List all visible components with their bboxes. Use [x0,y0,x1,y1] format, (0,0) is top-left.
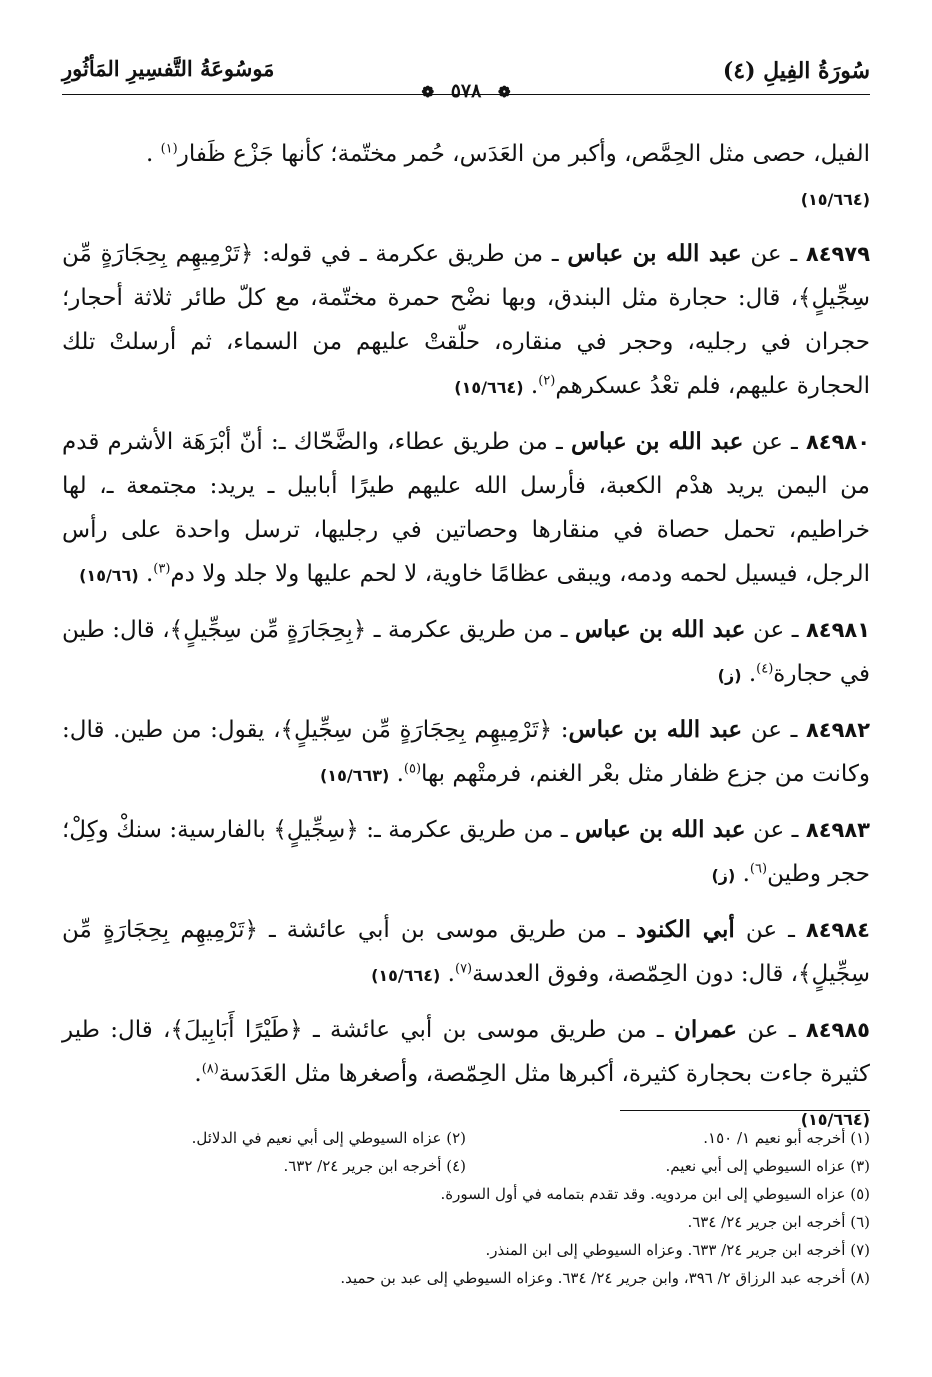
entry-reference: (١٥/٦٦٤) [800,190,870,209]
footnotes [62,1124,870,1292]
entry-number: ٨٤٩٨١ [805,618,871,642]
ornament-right-icon: ❁ [497,83,511,101]
ornament-left-icon: ❁ [421,83,435,101]
entry-number: ٨٤٩٨٠ [805,430,871,454]
footnote-marker: (٣) [153,561,171,577]
footnote-row [62,1264,870,1292]
footnote-marker: (٥) [403,761,422,777]
narrator-name: عبد الله بن عباس [567,240,742,267]
entry-number: ٨٤٩٧٩ [805,242,871,266]
entry-reference: (١٥/٦٦) [79,566,139,585]
entry-number: ٨٤٩٨٤ [805,918,870,942]
entry-84980: ٨٤٩٨٠ ـ عن عبد الله بن عباس ـ من طريق عطاء، والضَّحّاك ـ: أنّ أبْرَهَة الأشرم قدم من اليمن يريد هدْم الكعبة، فأرسل الله عليهم طيرًا أبابيل ـ يريد: مجتمعة ـ، لها خراطيم، تحمل حصاة في منقارها وحصاتين في رجليها، ترسل واحدة على رأس الرجل، فيسيل لحمه ودمه، ويبقى عظامًا خاوية، لا لحم عليها ولا جلد ولا دم$^{(٣)}$. (١٥/٦٦) [62,428,871,587]
footnote-marker: (٢) [538,373,556,389]
footnote-marker: (٨) [201,1061,219,1077]
entry-number: ٨٤٩٨٢ [805,718,871,742]
footnote-3: (٣) عزاه السيوطي إلى أبي نعيم. [665,1157,870,1175]
entry-reference: (ز) [711,866,736,885]
surah-title: سُورَةُ الفِيلِ (٤) [722,58,870,84]
page-number: ٥٧٨ [443,80,490,102]
entry-text: الفيل، حصى مثل الحِمَّص، وأكبر من العَدَس، حُمر مختّمة؛ كأنها جَزْع ظَفار [177,141,870,167]
narrator-name: أبي الكنود [635,916,735,943]
book-title: مَوسُوعَةُ التَّفسِيرِ المَأثُورِ [62,56,275,81]
entry-prefix: ـ عن [752,817,799,843]
entry-text: ـ من طريق عكرمة ـ: ﴿سِجِّيلٍ﴾ بالفارسية: سنكْ وكِلْ؛ حجر وطين [62,817,870,887]
entry-84979: ٨٤٩٧٩ ـ عن عبد الله بن عباس ـ من طريق عكرمة ـ في قوله: ﴿تَرْمِيهِم بِحِجَارَةٍ مِّن سِجِّيلٍ﴾، قال: حجارة مثل البندق، وبها نضْح حمرة مختّمة، مع كلّ طائر ثلاثة أحجار؛ حجران في رجليه، وحجر في منقاره، حلّقتْ عليهم من السماء، ثم أرسلتْ تلك الحجارة عليهم، فلم تعْدُ عسكرهم$^{(٢)}$. (١٥/٦٦٤) [62,240,871,399]
narrator-name: عبد الله بن عباس [568,716,743,743]
entry-reference: (١٥/٦٦٤) [371,966,441,985]
entry-reference: (١٥/٦٦٤) [454,378,524,397]
entry-text: ـ من طريق عطاء، والضَّحّاك ـ: أنّ أبْرَهَة الأشرم قدم من اليمن يريد هدْم الكعبة، فأرسل الله عليهم طيرًا أبابيل ـ يريد: مجتمعة ـ، لها خراطيم، تحمل حصاة في منقارها وحصاتين في رجليها، ترسل واحدة على رأس الرجل، فيسيل لحمه ودمه، ويبقى عظامًا خاوية، لا لحم عليها ولا جلد ولا دم [62,429,870,587]
footnote-5: (٥) عزاه السيوطي إلى ابن مردويه. وقد تقدم بتمامه في أول السورة. [440,1185,870,1203]
entry-prefix: ـ عن [750,241,798,267]
page-header [62,52,870,102]
narrator-name: عبد الله بن عباس [575,616,746,643]
entry-prefix: ـ عن [750,717,798,743]
entry-number: ٨٤٩٨٣ [805,818,870,842]
footnote-row [62,1124,870,1152]
footnote-row [62,1236,870,1264]
entry-84981: ٨٤٩٨١ ـ عن عبد الله بن عباس ـ من طريق عكرمة ـ ﴿بِحِجَارَةٍ مِّن سِجِّيلٍ﴾، قال: طين في حجارة$^{(٤)}$. (ز) [62,616,871,687]
entry-text: : ﴿تَرْمِيهِم بِحِجَارَةٍ مِّن سِجِّيلٍ﴾، يقول: من طين. قال: وكانت من جزع ظفار مثل بعْر الغنم، فرمتْهم بها [62,717,870,787]
footnote-row [62,1180,870,1208]
main-text [62,132,870,1152]
footnote-row [62,1208,870,1236]
footnote-8: (٨) أخرجه عبد الرزاق ٢/ ٣٩٦، وابن جرير ٢٤/ ٦٣٤. وعزاه السيوطي إلى عبد بن حميد. [340,1269,870,1287]
footnote-marker: (٧) [454,961,473,977]
entry-84985: ٨٤٩٨٥ ـ عن عمران ـ من طريق موسى بن أبي عائشة ـ ﴿طَيْرًا أَبَابِيلَ﴾، قال: طير كثيرة جاءت بحجارة كثيرة، أكبرها مثل الحِمّصة، وأصغرها مثل العَدَسة$^{(٨)}$. (١٥/٦٦٤) [62,1016,870,1129]
entry-number: ٨٤٩٨٥ [805,1018,870,1042]
entry-text: ـ من طريق موسى بن أبي عائشة ـ ﴿طَيْرًا أَبَابِيلَ﴾، قال: طير كثيرة جاءت بحجارة كثيرة، أكبرها مثل الحِمّصة، وأصغرها مثل العَدَسة [62,1017,870,1087]
entry-reference: (١٥/٦٦٣) [319,766,390,785]
narrator-name: عبد الله بن عباس [575,816,746,843]
footnote-marker: (٤) [756,661,774,677]
page-number-block [62,80,870,102]
footnote-6: (٦) أخرجه ابن جرير ٢٤/ ٦٣٤. [687,1213,870,1231]
entry-reference: (١٥/٦٦٤) [800,1110,870,1129]
narrator-name: عبد الله بن عباس [570,428,744,455]
header-rule [62,94,870,95]
entry-84984: ٨٤٩٨٤ ـ عن أبي الكنود ـ من طريق موسى بن أبي عائشة ـ ﴿تَرْمِيهِم بِحِجَارَةٍ مِّن سِجِّيلٍ﴾، قال: دون الحِمّصة، وفوق العدسة$^{(٧)}$. (١٥/٦٦٤) [62,916,870,987]
entry-84983: ٨٤٩٨٣ ـ عن عبد الله بن عباس ـ من طريق عكرمة ـ: ﴿سِجِّيلٍ﴾ بالفارسية: سنكْ وكِلْ؛ حجر وطين$^{(٦)}$. (ز) [62,816,870,887]
entry-prefix: ـ عن [747,1017,796,1043]
entry-continuation [62,132,870,222]
entry-prefix: ـ عن [752,617,799,643]
footnote-2: (٢) عزاه السيوطي إلى أبي نعيم في الدلائل. [191,1129,466,1147]
footnote-4: (٤) أخرجه ابن جرير ٢٤/ ٦٣٢. [283,1157,466,1175]
footnote-marker: (٦) [749,861,768,877]
footnote-marker: (١) [160,141,178,157]
footnote-row [62,1152,870,1180]
entry-prefix: ـ عن [745,917,795,943]
entry-prefix: ـ عن [751,429,798,455]
narrator-name: عمران [673,1016,737,1043]
entry-84982: ٨٤٩٨٢ ـ عن عبد الله بن عباس: ﴿تَرْمِيهِم بِحِجَارَةٍ مِّن سِجِّيلٍ﴾، يقول: من طين. قال: وكانت من جزع ظفار مثل بعْر الغنم، فرمتْهم بها$^{(٥)}$. (١٥/٦٦٣) [62,716,871,787]
footnote-1: (١) أخرجه أبو نعيم ١/ ١٥٠. [703,1129,870,1147]
entry-text: ـ من طريق موسى بن أبي عائشة ـ ﴿تَرْمِيهِم بِحِجَارَةٍ مِّن سِجِّيلٍ﴾، قال: دون الحِمّصة، وفوق العدسة [62,917,870,987]
footnote-7: (٧) أخرجه ابن جرير ٢٤/ ٦٣٣. وعزاه السيوطي إلى ابن المنذر. [485,1241,870,1259]
entry-text: ـ من طريق عكرمة ـ في قوله: ﴿تَرْمِيهِم بِحِجَارَةٍ مِّن سِجِّيلٍ﴾، قال: حجارة مثل البندق، وبها نضْح حمرة مختّمة، مع كلّ طائر ثلاثة أحجار؛ حجران في رجليه، وحجر في منقاره، حلّقتْ عليهم من السماء، ثم أرسلتْ تلك الحجارة عليهم، فلم تعْدُ عسكرهم [62,241,870,399]
entry-text: ـ من طريق عكرمة ـ ﴿بِحِجَارَةٍ مِّن سِجِّيلٍ﴾، قال: طين في حجارة [62,617,870,687]
entry-tail: . [145,141,154,167]
entry-reference: (ز) [717,666,742,685]
footnote-separator [620,1110,870,1111]
